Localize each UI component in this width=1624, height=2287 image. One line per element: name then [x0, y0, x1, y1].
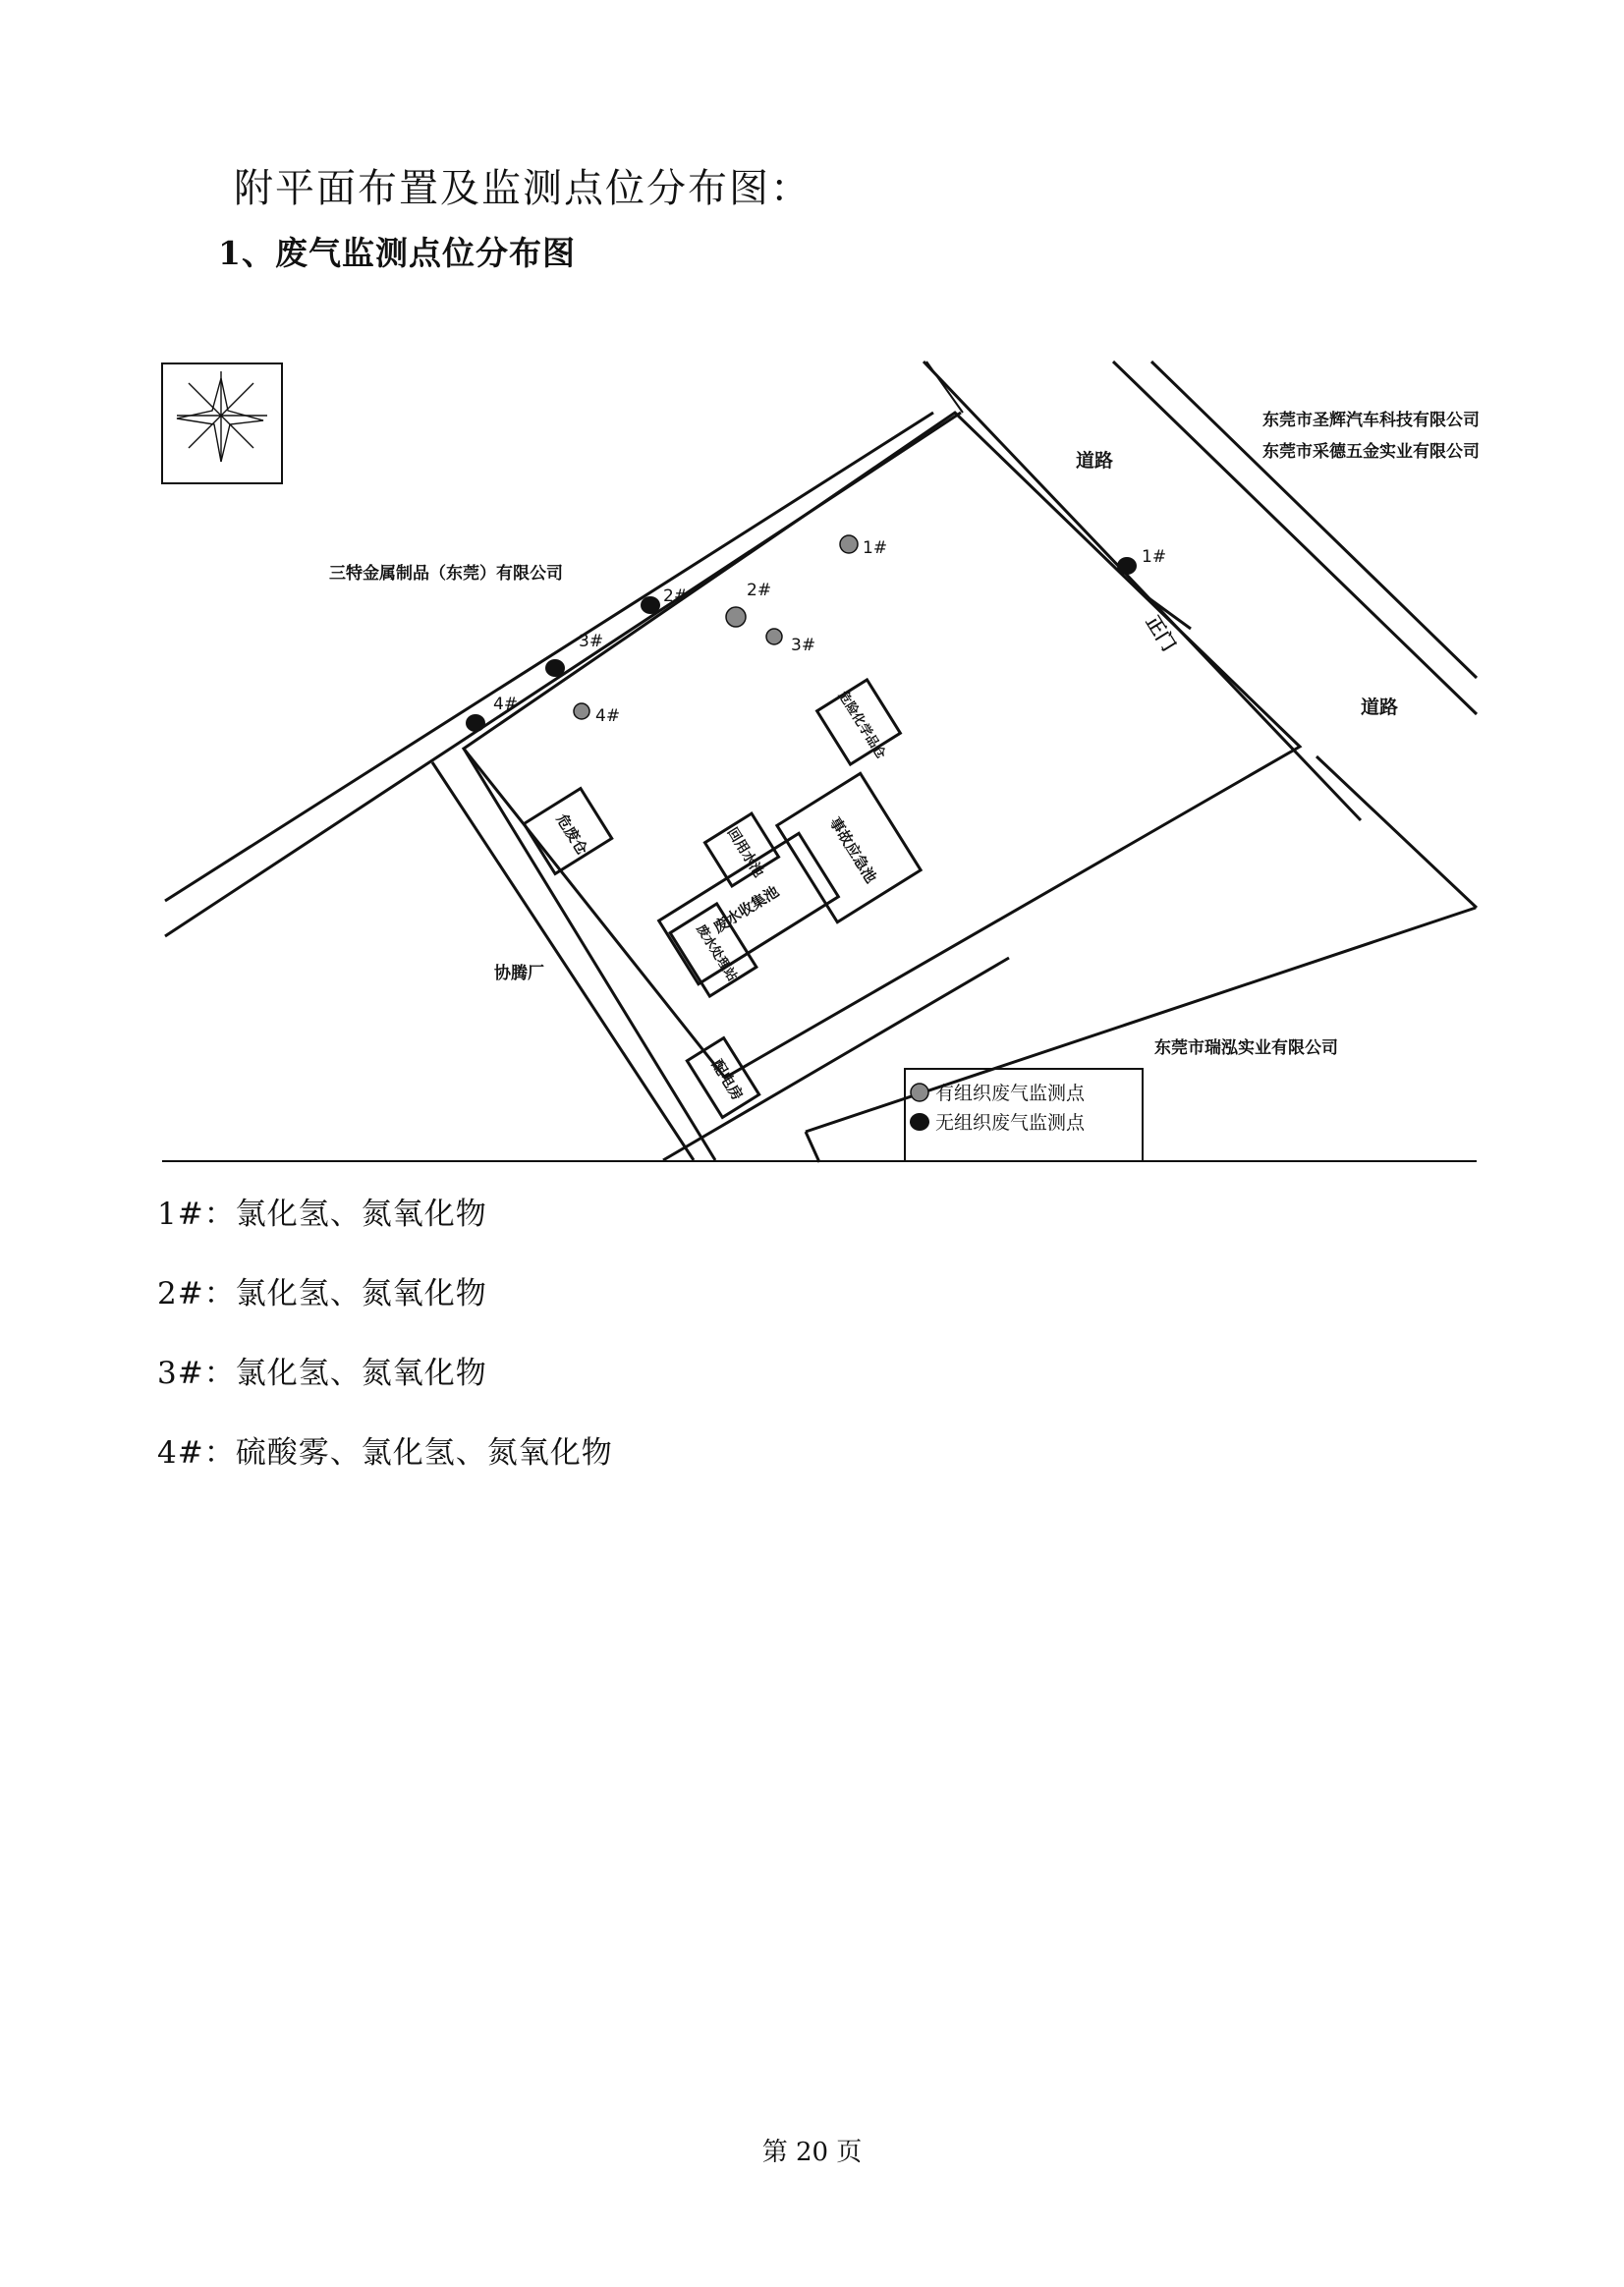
organized-point-2	[726, 607, 746, 627]
company-label-top-right-1: 东莞市圣辉汽车科技有限公司	[1262, 411, 1480, 430]
building-reuse-pool-label: 回用水池	[723, 824, 767, 880]
document-heading: 附平面布置及监测点位分布图：	[234, 166, 812, 211]
building-power-room-label: 配电房	[707, 1056, 747, 1104]
legend-organized-marker	[911, 1084, 928, 1101]
building-emergency-pool-label: 事故应急池	[825, 813, 880, 886]
pollutant-row-4	[157, 1427, 613, 1472]
building-storage-right-label: 危险化学品仓	[834, 689, 888, 762]
pollutant-row-3	[157, 1348, 613, 1392]
pollutant-row-2	[157, 1268, 613, 1312]
company-label-southeast: 东莞市瑞泓实业有限公司	[1154, 1038, 1338, 1058]
organized-point-3-label: 3#	[791, 636, 816, 655]
company-label-northwest: 三特金属制品（东莞）有限公司	[329, 564, 563, 584]
pollutant-items: 硫酸雾、氯化氢、氮氧化物	[235, 1435, 613, 1471]
unorganized-point-2-label: 2#	[663, 586, 689, 606]
unorganized-point-3-label: 3#	[579, 632, 604, 651]
company-label-west: 协腾厂	[494, 964, 544, 983]
building-wastewater-station-label: 废水处理站	[693, 921, 740, 984]
organized-point-4-label: 4#	[595, 706, 621, 726]
document-subheading: 1、废气监测点位分布图	[218, 234, 576, 272]
pollutant-items: 氯化氢、氮氧化物	[235, 1356, 487, 1391]
legend-organized-label: 有组织废气监测点	[935, 1083, 1086, 1104]
unorganized-point-4	[466, 714, 485, 732]
pollutant-items: 氯化氢、氮氧化物	[235, 1197, 487, 1232]
gate-label: 正门	[1141, 611, 1180, 655]
pollutant-point: 4#：	[157, 1435, 236, 1471]
pollutant-row-1	[157, 1189, 613, 1233]
road-edge-ne-3	[1151, 362, 1477, 678]
organized-point-2-label: 2#	[747, 581, 772, 600]
organized-point-3	[766, 629, 782, 644]
pollutant-list	[157, 1189, 613, 1507]
legend-unorganized-label: 无组织废气监测点	[935, 1112, 1086, 1134]
unorganized-point-2	[641, 596, 660, 614]
wind-rose-icon	[177, 371, 267, 462]
road-label-east: 道路	[1361, 697, 1399, 718]
organized-point-1	[840, 535, 858, 553]
company-label-top-right-2: 东莞市采德五金实业有限公司	[1262, 442, 1480, 462]
building-storage-small-label: 危废仓	[552, 810, 591, 859]
building-wastewater-pool-label: 废水收集池	[709, 882, 782, 937]
unorganized-point-3	[545, 659, 565, 677]
east-lot-edge	[1316, 756, 1477, 908]
pollutant-items: 氯化氢、氮氧化物	[235, 1276, 487, 1311]
unorganized-point-1	[1117, 557, 1137, 575]
west-boundary-inner	[464, 749, 715, 1160]
road-edge-ne-1	[924, 362, 1361, 820]
organized-point-1-label: 1#	[863, 538, 888, 558]
road-edge-nw-outer	[165, 413, 933, 901]
road-label-north: 道路	[1076, 450, 1114, 472]
southeast-boundary-cap	[806, 1132, 819, 1162]
pollutant-point: 1#：	[157, 1197, 236, 1232]
pollutant-point: 2#：	[157, 1276, 236, 1311]
legend-unorganized-marker	[910, 1113, 929, 1131]
page-number: 第 20 页	[761, 2138, 863, 2167]
organized-point-4	[574, 703, 589, 719]
pollutant-point: 3#：	[157, 1356, 236, 1391]
unorganized-point-1-label: 1#	[1142, 547, 1167, 567]
unorganized-point-4-label: 4#	[493, 695, 519, 714]
